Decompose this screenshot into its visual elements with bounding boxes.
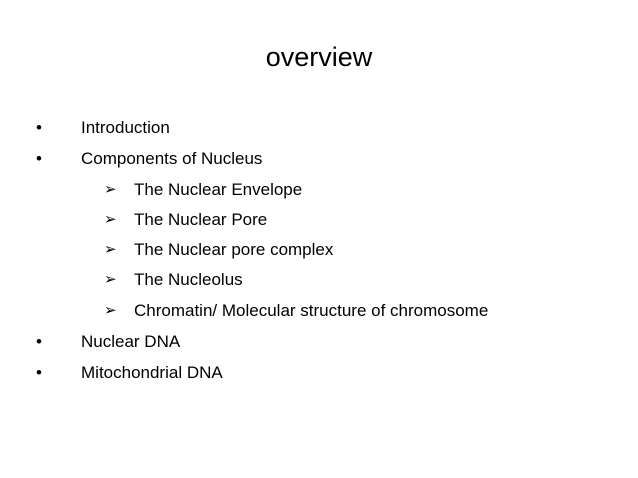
slide-title: overview xyxy=(265,42,373,72)
bullet-icon: • xyxy=(36,363,42,382)
sub-item-nuclear-pore: The Nuclear Pore xyxy=(134,210,268,229)
list-item-introduction: Introduction xyxy=(81,118,170,137)
arrow-bullet-icon: ➢ xyxy=(104,271,117,288)
list-item-mitochondrial-dna: Mitochondrial DNA xyxy=(81,363,223,382)
sub-item-nuclear-envelope: The Nuclear Envelope xyxy=(134,180,303,199)
sub-item-chromatin: Chromatin/ Molecular structure of chromosome xyxy=(134,301,489,320)
arrow-bullet-icon: ➢ xyxy=(104,211,117,228)
arrow-bullet-icon: ➢ xyxy=(104,181,117,198)
sub-item-nuclear-pore-complex: The Nuclear pore complex xyxy=(134,240,334,259)
bullet-icon: • xyxy=(36,118,42,137)
sub-item-nucleolus: The Nucleolus xyxy=(134,270,243,289)
list-item-nuclear-dna: Nuclear DNA xyxy=(81,332,181,351)
arrow-bullet-icon: ➢ xyxy=(104,302,117,319)
bullet-icon: • xyxy=(36,332,42,351)
bullet-icon: • xyxy=(36,149,42,168)
list-item-components-of-nucleus: Components of Nucleus xyxy=(81,149,263,168)
arrow-bullet-icon: ➢ xyxy=(104,241,117,258)
